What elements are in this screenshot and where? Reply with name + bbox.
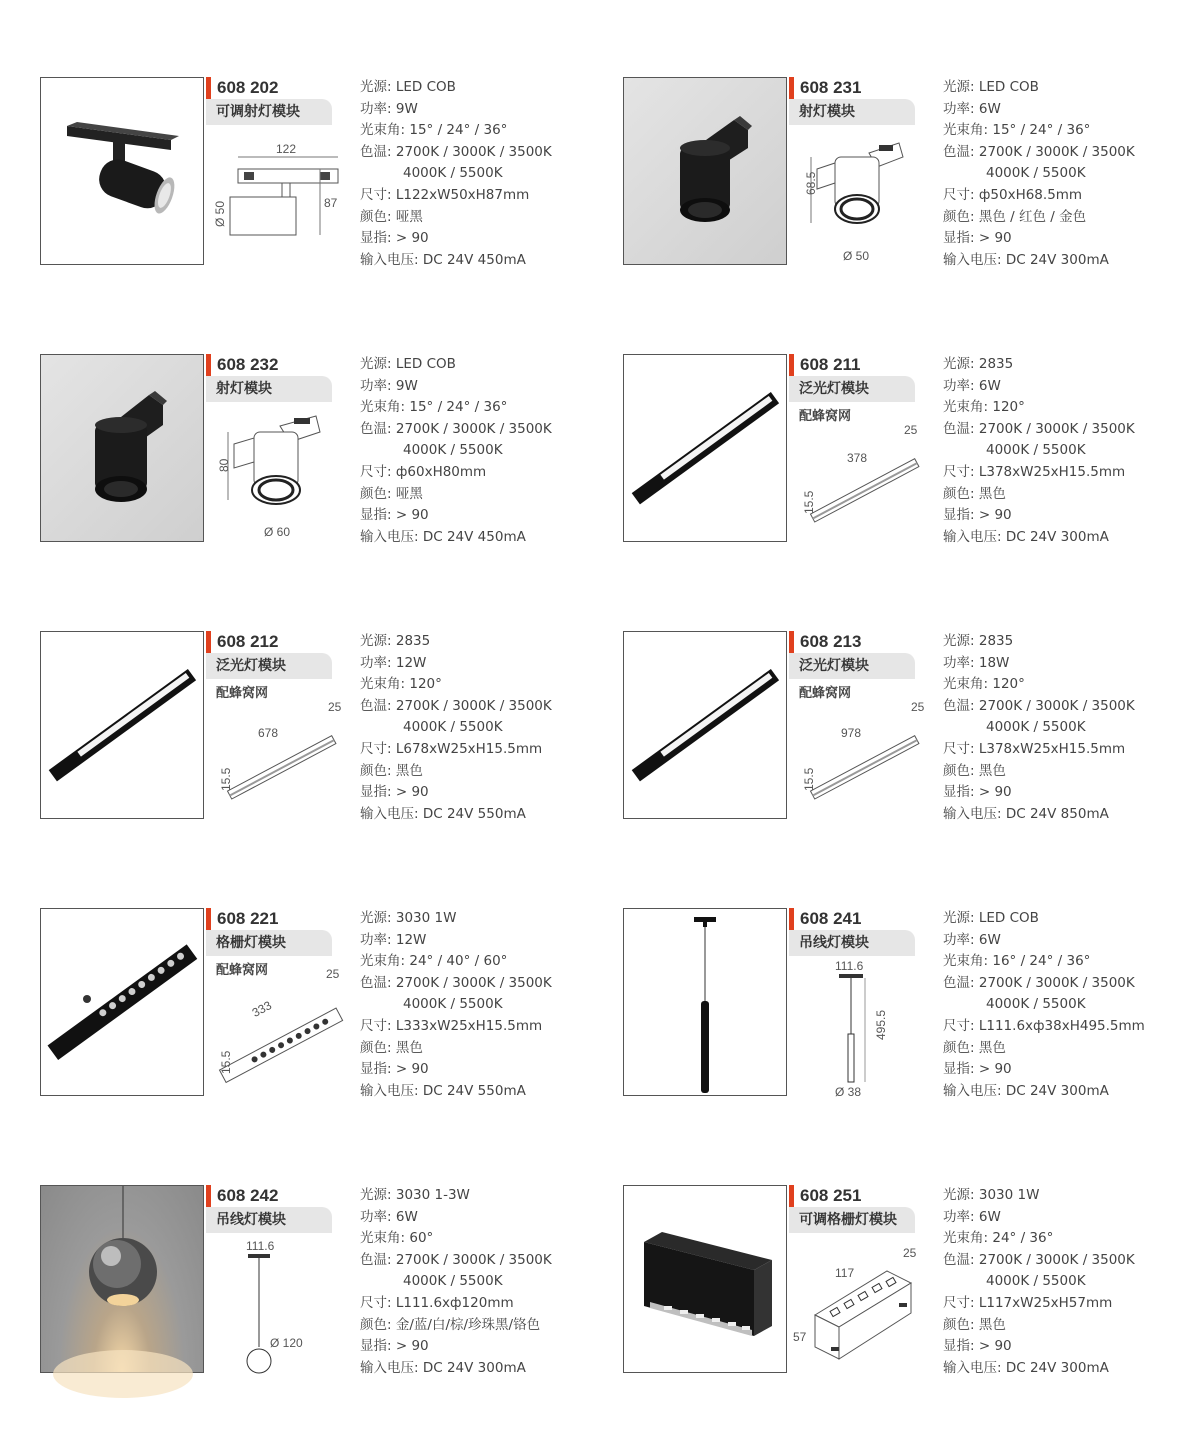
spec-list: [943, 631, 1183, 825]
dimension-diagram: [791, 958, 921, 1098]
spec-beam: 光束角: 16° / 24° / 36°: [943, 953, 1091, 970]
dim-left: 80: [217, 458, 231, 472]
spec-color: 颜色: 黑色: [943, 762, 1006, 779]
product-subtitle: 配蜂窝网: [799, 686, 852, 701]
spec-size: 尺寸: ф50xH68.5mm: [943, 186, 1083, 203]
dim-w: 25: [903, 1246, 917, 1260]
spec-source: 光源: 3030 1W: [943, 1187, 1040, 1203]
spec-source: 光源: LED COB: [943, 79, 1039, 95]
spec-power: 功率: 6W: [943, 1208, 1001, 1225]
spec-list: [360, 1185, 600, 1379]
product-name: 吊线灯模块: [206, 1207, 332, 1233]
spec-list: [360, 631, 600, 825]
spec-size: 尺寸: L111.6xф38xH495.5mm: [943, 1017, 1145, 1034]
spec-cct-cont: 4000K / 5500K: [403, 1273, 503, 1290]
product-code: 608 231: [789, 77, 861, 99]
spec-power: 功率: 6W: [943, 100, 1001, 117]
dimension-diagram: [208, 681, 342, 821]
spec-cri: 显指: > 90: [360, 507, 429, 524]
product-code: 608 211: [789, 354, 861, 376]
spec-cri: 显指: > 90: [360, 1061, 429, 1078]
spec-voltage: 输入电压: DC 24V 300mA: [943, 528, 1109, 545]
product-subtitle: 配蜂窝网: [216, 686, 269, 701]
dimension-diagram: [791, 681, 925, 821]
spec-color: 颜色: 哑黑: [360, 208, 423, 225]
dim-h: 15.5: [802, 767, 816, 791]
spec-cri: 显指: > 90: [943, 230, 1012, 247]
spec-beam: 光束角: 15° / 24° / 36°: [360, 399, 508, 416]
spec-power: 功率: 9W: [360, 100, 418, 117]
dimension-diagram: [791, 1235, 921, 1375]
spec-voltage: 输入电压: DC 24V 550mA: [360, 805, 526, 822]
spec-voltage: 输入电压: DC 24V 300mA: [943, 1082, 1109, 1099]
dimension-diagram: [208, 1235, 338, 1375]
spec-size: 尺寸: L122xW50xH87mm: [360, 186, 530, 203]
spec-beam: 光束角: 120°: [943, 399, 1025, 416]
spec-beam: 光束角: 120°: [943, 676, 1025, 693]
spec-source: 光源: 2835: [943, 633, 1014, 649]
spec-color: 颜色: 黑色 / 红色 / 金色: [943, 208, 1087, 225]
spec-size: 尺寸: L378xW25xH15.5mm: [943, 740, 1126, 757]
product-code: 608 251: [789, 1185, 861, 1207]
product-name: 射灯模块: [789, 99, 915, 125]
spec-cri: 显指: > 90: [943, 507, 1012, 524]
product-code: 608 213: [789, 631, 861, 653]
dim-bottom: Ø 38: [835, 1085, 862, 1099]
spec-cct: 色温: 2700K / 3000K / 3500K: [360, 697, 552, 714]
spec-color: 颜色: 黑色: [943, 485, 1006, 502]
dim-left: 68.5: [804, 171, 818, 195]
product-card: [623, 77, 1183, 277]
spec-voltage: 输入电压: DC 24V 300mA: [943, 251, 1109, 268]
product-photo: [40, 631, 204, 819]
spec-source: 光源: 3030 1-3W: [360, 1187, 470, 1203]
spec-power: 功率: 6W: [360, 1208, 418, 1225]
spec-cri: 显指: > 90: [360, 230, 429, 247]
spec-source: 光源: 2835: [360, 633, 431, 649]
product-card: [623, 354, 1183, 554]
spec-cct-cont: 4000K / 5500K: [403, 442, 503, 459]
product-photo: [623, 908, 787, 1096]
spec-power: 功率: 12W: [360, 931, 427, 948]
spec-size: 尺寸: L333xW25xH15.5mm: [360, 1017, 543, 1034]
dim-w: 25: [328, 700, 342, 714]
spec-list: [360, 354, 600, 548]
dim-h: 15.5: [219, 767, 233, 791]
spec-list: [943, 354, 1183, 548]
spec-list: [943, 908, 1183, 1102]
spec-cct: 色温: 2700K / 3000K / 3500K: [360, 420, 552, 437]
spec-power: 功率: 12W: [360, 654, 427, 671]
dim-top: 111.6: [246, 1239, 275, 1253]
product-card: [40, 77, 600, 277]
spec-color: 颜色: 黑色: [943, 1316, 1006, 1333]
dim-left: Ø 50: [213, 200, 227, 227]
dim-len: 333: [249, 998, 274, 1020]
product-name: 格栅灯模块: [206, 930, 332, 956]
dim-w: 25: [911, 700, 925, 714]
spec-cct: 色温: 2700K / 3000K / 3500K: [360, 1251, 552, 1268]
spec-list: [360, 77, 600, 271]
spec-size: 尺寸: L111.6xф120mm: [360, 1294, 514, 1311]
spec-beam: 光束角: 15° / 24° / 36°: [943, 122, 1091, 139]
spec-source: 光源: LED COB: [360, 79, 456, 95]
product-photo: [623, 354, 787, 542]
spec-size: 尺寸: ф60xH80mm: [360, 463, 487, 480]
dim-right: 87: [324, 196, 338, 210]
product-name: 射灯模块: [206, 376, 332, 402]
dim-len: 378: [847, 451, 868, 465]
product-code: 608 241: [789, 908, 861, 930]
spec-cct-cont: 4000K / 5500K: [986, 165, 1086, 182]
product-card: [40, 1185, 600, 1385]
spec-cct-cont: 4000K / 5500K: [403, 996, 503, 1013]
spec-beam: 光束角: 60°: [360, 1230, 434, 1247]
spec-voltage: 输入电压: DC 24V 450mA: [360, 528, 526, 545]
product-name: 泛光灯模块: [789, 653, 915, 679]
dim-bottom: Ø 60: [264, 525, 291, 539]
spec-power: 功率: 6W: [943, 931, 1001, 948]
spec-beam: 光束角: 24° / 36°: [943, 1230, 1054, 1247]
product-photo: [40, 354, 204, 542]
spec-voltage: 输入电压: DC 24V 450mA: [360, 251, 526, 268]
product-card: [40, 908, 600, 1108]
product-photo: [40, 77, 204, 265]
dim-top: 111.6: [835, 959, 864, 973]
product-photo: [623, 1185, 787, 1373]
spec-cct: 色温: 2700K / 3000K / 3500K: [943, 974, 1135, 991]
product-name: 可调射灯模块: [206, 99, 332, 125]
spec-cct-cont: 4000K / 5500K: [986, 719, 1086, 736]
spec-beam: 光束角: 120°: [360, 676, 442, 693]
dim-len: 117: [835, 1266, 855, 1280]
product-photo: [623, 631, 787, 819]
dim-w: 25: [904, 423, 918, 437]
dim-h: 57: [793, 1330, 807, 1344]
dim-h: 15.5: [219, 1050, 233, 1074]
dimension-diagram: [208, 958, 338, 1098]
spec-power: 功率: 6W: [943, 377, 1001, 394]
product-photo: [623, 77, 787, 265]
product-card: [623, 1185, 1183, 1385]
product-name: 泛光灯模块: [789, 376, 915, 402]
dim-len: 978: [841, 726, 862, 740]
dimension-diagram: [208, 404, 338, 544]
spec-cct: 色温: 2700K / 3000K / 3500K: [943, 420, 1135, 437]
spec-source: 光源: 2835: [943, 356, 1014, 372]
product-code: 608 232: [206, 354, 278, 376]
spec-cct-cont: 4000K / 5500K: [986, 996, 1086, 1013]
spec-cct: 色温: 2700K / 3000K / 3500K: [943, 697, 1135, 714]
spec-beam: 光束角: 15° / 24° / 36°: [360, 122, 508, 139]
spec-cct: 色温: 2700K / 3000K / 3500K: [943, 143, 1135, 160]
spec-color: 颜色: 黑色: [360, 762, 423, 779]
spec-size: 尺寸: L117xW25xH57mm: [943, 1294, 1113, 1311]
spec-list: [943, 77, 1183, 271]
spec-cct-cont: 4000K / 5500K: [986, 1273, 1086, 1290]
product-name: 泛光灯模块: [206, 653, 332, 679]
spec-cct: 色温: 2700K / 3000K / 3500K: [360, 143, 552, 160]
spec-beam: 光束角: 24° / 40° / 60°: [360, 953, 508, 970]
product-photo: [40, 1185, 204, 1373]
spec-cct-cont: 4000K / 5500K: [403, 719, 503, 736]
dim-top: 122: [276, 142, 297, 156]
product-subtitle: 配蜂窝网: [799, 409, 852, 424]
dim-right: 495.5: [874, 1009, 888, 1040]
dimension-diagram: [791, 404, 921, 544]
spec-color: 颜色: 哑黑: [360, 485, 423, 502]
product-code: 608 202: [206, 77, 278, 99]
spec-cct-cont: 4000K / 5500K: [986, 442, 1086, 459]
dim-h: 15.5: [802, 490, 816, 514]
spec-power: 功率: 18W: [943, 654, 1010, 671]
product-code: 608 221: [206, 908, 278, 930]
dimension-diagram: [791, 127, 921, 267]
product-code: 608 212: [206, 631, 278, 653]
dim-len: 678: [258, 726, 279, 740]
spec-size: 尺寸: L378xW25xH15.5mm: [943, 463, 1126, 480]
product-name: 可调格栅灯模块: [789, 1207, 915, 1233]
spec-cri: 显指: > 90: [943, 784, 1012, 801]
dimension-diagram: [208, 127, 338, 267]
spec-list: [360, 908, 600, 1102]
spec-source: 光源: LED COB: [943, 910, 1039, 926]
product-code: 608 242: [206, 1185, 278, 1207]
spec-cct: 色温: 2700K / 3000K / 3500K: [943, 1251, 1135, 1268]
spec-color: 颜色: 黑色: [943, 1039, 1006, 1056]
spec-list: [943, 1185, 1183, 1379]
dim-right: Ø 120: [270, 1336, 303, 1350]
product-card: [623, 908, 1183, 1108]
product-photo: [40, 908, 204, 1096]
spec-cct-cont: 4000K / 5500K: [403, 165, 503, 182]
spec-cri: 显指: > 90: [943, 1338, 1012, 1355]
product-subtitle: 配蜂窝网: [216, 963, 269, 978]
product-card: [40, 631, 600, 831]
spec-source: 光源: LED COB: [360, 356, 456, 372]
product-card: [40, 354, 600, 554]
dim-w: 25: [326, 967, 340, 981]
spec-power: 功率: 9W: [360, 377, 418, 394]
spec-cri: 显指: > 90: [360, 784, 429, 801]
spec-cri: 显指: > 90: [360, 1338, 429, 1355]
spec-source: 光源: 3030 1W: [360, 910, 457, 926]
spec-color: 颜色: 金/蓝/白/棕/珍珠黑/铬色: [360, 1316, 541, 1333]
spec-cct: 色温: 2700K / 3000K / 3500K: [360, 974, 552, 991]
spec-size: 尺寸: L678xW25xH15.5mm: [360, 740, 543, 757]
spec-voltage: 输入电压: DC 24V 300mA: [360, 1359, 526, 1376]
dim-bottom: Ø 50: [843, 249, 870, 263]
product-card: [623, 631, 1183, 831]
spec-color: 颜色: 黑色: [360, 1039, 423, 1056]
spec-voltage: 输入电压: DC 24V 850mA: [943, 805, 1109, 822]
product-name: 吊线灯模块: [789, 930, 915, 956]
spec-voltage: 输入电压: DC 24V 300mA: [943, 1359, 1109, 1376]
spec-cri: 显指: > 90: [943, 1061, 1012, 1078]
spec-voltage: 输入电压: DC 24V 550mA: [360, 1082, 526, 1099]
